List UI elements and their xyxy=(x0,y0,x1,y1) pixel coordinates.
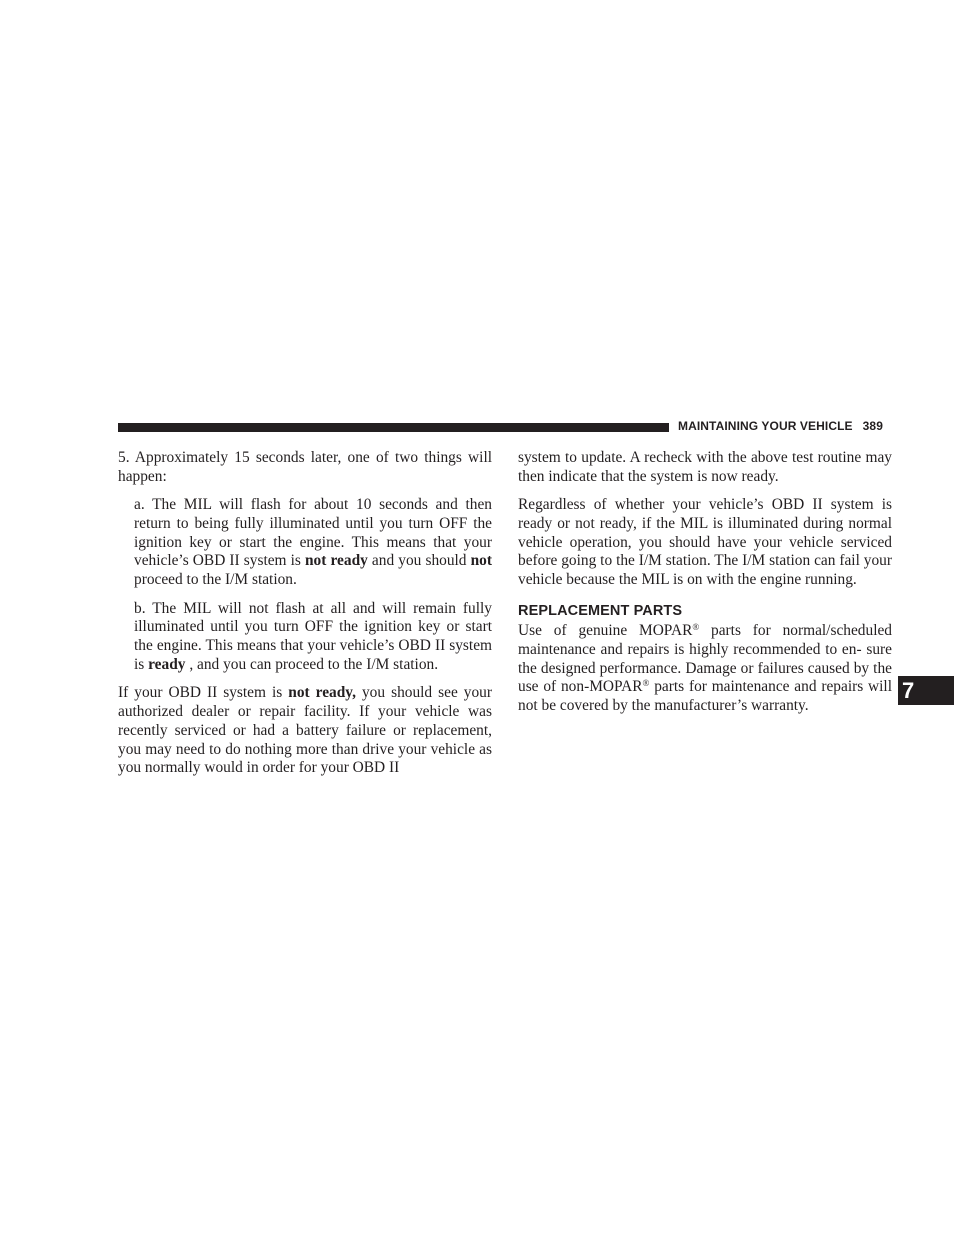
regardless-paragraph: Regardless of whether your vehicle’s OBD II system is ready or not ready, if the MIL is illuminated during normal vehicle operation, you should have your vehicle serviced before going to the I/M station. The I/M station can fail your vehicle because the MIL is on with the engine running. xyxy=(518,496,892,589)
replacement-text-1: Use of genuine MOPAR xyxy=(518,622,693,640)
option-b-text-1: b. The MIL will not flash at all and will remain fully illuminated until you turn OFF the ignition key or start the engine. This means that your vehicle’s OBD II system is xyxy=(134,599,492,673)
option-b-bold-ready: ready xyxy=(148,655,186,673)
chapter-tab: 7 xyxy=(898,676,954,705)
step-5-paragraph: 5. Approximately 15 seconds later, one of two things will happen: xyxy=(118,449,492,485)
right-column xyxy=(518,449,892,726)
not-ready-text-2: you should see your authorized dealer or repair facility. If your vehicle was recently serviced or had a battery failure or replacement, you may need to do nothing more than drive your vehicle as you normally would in order for your OBD II xyxy=(118,684,493,777)
left-column xyxy=(118,449,492,788)
option-a-paragraph xyxy=(134,496,492,590)
not-ready-text-1: If your OBD II system is xyxy=(118,684,289,702)
section-title: MAINTAINING YOUR VEHICLE xyxy=(678,419,853,433)
option-a-bold-not-ready: not ready xyxy=(305,552,368,570)
replacement-parts-heading: REPLACEMENT PARTS xyxy=(518,603,683,620)
replacement-text-2: parts for normal/scheduled maintenance and repairs is highly recommended to en- sure the designed performance. Damage or failures caused by the use of non-MOPAR xyxy=(518,622,892,696)
option-a-text-2: and you should xyxy=(367,552,471,570)
option-a-text-1: a. The MIL will flash for about 10 seconds and then return to being fully illuminated until you turn OFF the ignition key or start the engine. This means that your vehicle’s OBD II system is xyxy=(134,496,492,570)
continuation-paragraph: system to update. A recheck with the above test routine may then indicate that the system is now ready. xyxy=(518,449,892,485)
running-header xyxy=(678,419,892,433)
replacement-text-3: parts for maintenance and repairs will not be covered by the manufacturer’s warranty. xyxy=(518,678,892,715)
not-ready-bold: not ready, xyxy=(288,684,356,702)
registered-mark: ® xyxy=(642,678,650,689)
option-a-text-3: proceed to the I/M station. xyxy=(134,571,297,589)
replacement-paragraph xyxy=(518,622,892,716)
option-b-text-2: , and you can proceed to the I/M station. xyxy=(185,655,439,673)
option-b-paragraph xyxy=(134,600,492,675)
registered-mark: ® xyxy=(692,622,700,633)
page-number: 389 xyxy=(862,419,883,433)
not-ready-paragraph xyxy=(118,684,492,778)
header-rule xyxy=(118,423,669,432)
option-a-bold-not: not xyxy=(470,552,493,570)
